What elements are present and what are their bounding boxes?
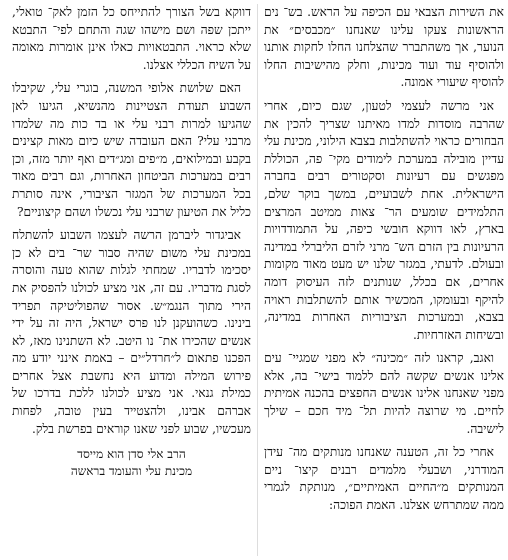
right-column: [258, 4, 504, 556]
paragraph: אביגדור ליברמן הרשה לעצמו השבוע להשתלח במכינת עלי משום שהיה סבור שר־ בים לא כן יסכימו לדבריו. שמחתי לגלות שהוא טעה והוסרה לסגת מדבריו. עם זה, אני מציע לכולנו להפסיק את הירי מתוך הנגמ״ש. אסור שהפוליטיקה תפריד בינינו. כשהועקנן לנו פרס ישראל, היה זה על ידי אנשים שהכירו את־ נו היטב. לא השתנינו מאז, לא הפכנו פתאום ל״חרדל״ים – באמת אינני יודע מה פירוש המילה ומדוע היא נחשבת אצל אחרים כמילת גנאי. אני מציע לכולנו ללכת בדרכו של אברהם אבינו, ולהצטייד בעין טובה, לפחות מעכשיו, שבוע לפני שאנו קוראים בפרשת בלק.: [12, 228, 251, 436]
article-columns: [4, 4, 504, 556]
paragraph: ואגב, קראנו לזה ״מכינה״ לא מפני שמגיי־ עים אלינו אנשים שקשה להם ללמוד בישי־ בה, אלא מפני שאנחנו אלינו אנשים החפצים בהכנה אמיתית לחיים. מי שרוצה להיות תל־ מיד חכם – שילך לישיבה.: [264, 351, 504, 436]
signature-line: הרב אלי סדן הוא מייסד: [77, 447, 186, 462]
author-signature: [12, 446, 251, 480]
paragraph: האם שלושת אלופי המשנה, בוגרי עלי, שקיבלו השבוע תעודת הצטיינות מהנשיא, הגיעו לאן שהגיעו למרות רבני עלי או בד כות מה שלמדו מרבני עלי? האם העובדה שיש כיום מאות קצינים בקבע ובמילואים, מ״פים ומג״דים ואף יותר מזה, וכן רבים במערכות הביטחון האחרות, וגם רבים מאוד בכל המערכות של המגזר הציבורי, אינה סותרת כליל את הטיעון שרבני עלי נכשלו ושהם קיצוניים?: [12, 81, 251, 219]
signature-line: מכינת עלי והעומד בראשה: [70, 464, 193, 479]
paragraph: דווקא בשל הצורך להתייחס כל הזמן לאק־ טואלי, ייתכן שפה ושם מישהו שגה והתחם לפי־ התבטא שלא כראוי. התבטאויות כאלו אינן אומרות מאומה על השיח הכללי אצלנו.: [12, 5, 251, 72]
left-column: [12, 4, 258, 556]
paragraph: אני מרשה לעצמי לטעון, שגם כיום, אחרי שהרבה מוסדות למדו מאיתנו שצריך להכין את הבחורים כראוי להשתלבות בצבא הילוני, מכינת עלי עדיין מובילה במערכת לימודים מקי־ פה, הכוללת מפגשים עם רעיונות וסקטורים רבים בחברה הישראלית. אחת לשבועיים, במשך בוקר שלם, התלמידים שומעים הר־ צאות ממיטב המרצים בארץ, לאו דווקא חובשי כיפה, על התמודדויות הרעיונות בין הזרם הש־ מרני לזרם הליברלי במדינה ובעולם. לדעתי, במגזר שלנו יש מעט מאוד מקומות אחרים, אם בכלל, שנותנים לזה העיסוק דומה להיקף ובעומקו, המכשיר אותם להשתלבות ראויה בצבא, ובמערכות הציבוריות האחרות במדינה, ובשיחות האזרחיות.: [264, 98, 504, 342]
paragraph: את השירות הצבאי עם הכיפה על הראש. בש־ נים הראשונות צעקו עלינו שאנחנו ״מכבסים״ את הנוער, אך משהתברר שהצלחנו החלו לחקות אותנו ולהוסיף עוד ועוד מכינות, וחלק מהישיבות החלו להוסיף שיעורי אמונה.: [264, 5, 504, 90]
paragraph: אחרי כל זה, הטענה שאנחנו מנותקים מה־ עידן המודרני, ושבעלי מלמדים רבנים קיצו־ ניים המנותקים מ״החיים האמיתיים״, מנותקת לגמרי ממה שמתרחש אצלנו. האמת הפוכה:: [264, 445, 504, 513]
